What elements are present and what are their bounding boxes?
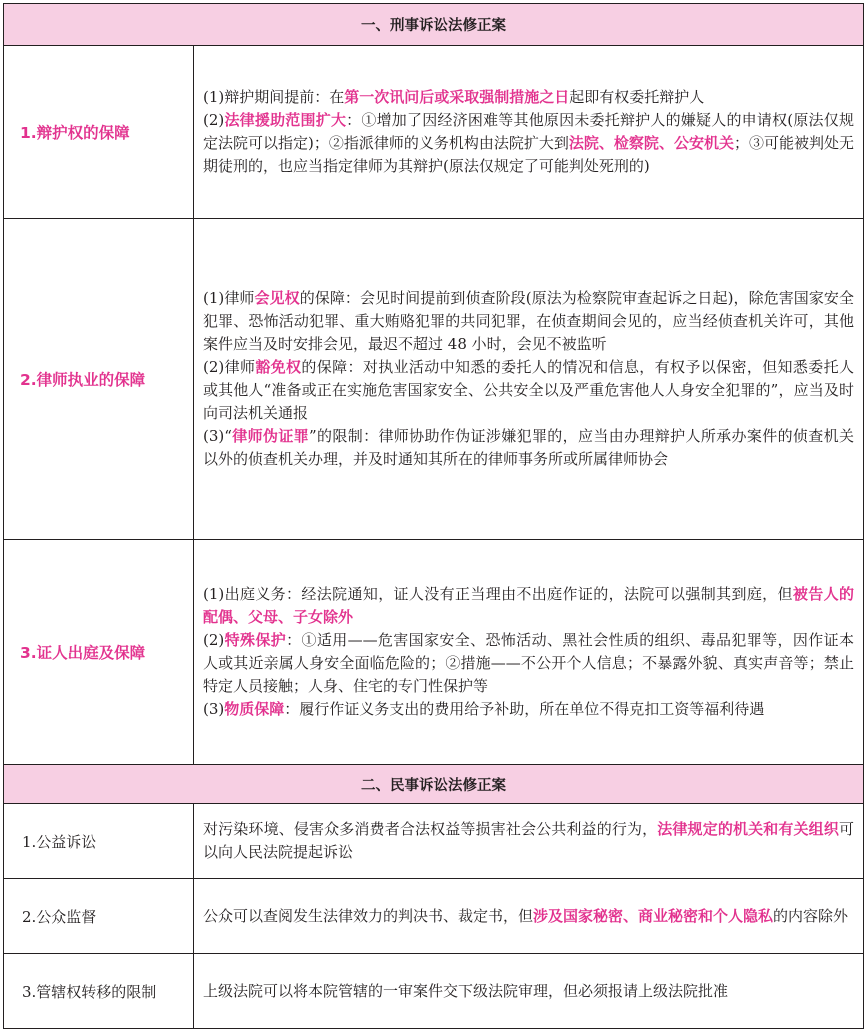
paragraph [203,905,854,928]
amendments-table [3,3,864,1029]
table-row [4,46,864,219]
body-text: 公众可以查阅发生法律效力的判决书、裁定书，但 [203,906,534,925]
paragraph [203,980,854,1003]
table-row [4,804,864,879]
body-text: (1)出庭义务：经法院通知，证人没有正当理由不出庭作证的，法院可以强制其到庭，但 [203,585,793,603]
paragraph [203,109,854,178]
body-text: (2) [203,111,225,129]
body-text: 起即有权委托辩护人 [569,88,705,106]
paragraph [203,629,854,698]
paragraph [203,86,854,109]
highlight-text: 被告人的配偶、父母、子女除外 [203,585,854,626]
body-text: (3) [203,700,225,718]
highlight-text: 会见权 [254,289,300,307]
paragraph [203,583,854,629]
body-text: ；③可能被判处无期徒刑的，也应当指定律师为其辩护(原法仅规定了可能判处死刑的) [203,134,854,175]
row-label: 2.公众监督 [4,879,194,954]
highlight-text: 物质保障 [224,700,285,718]
row-label: 3.管辖权转移的限制 [4,954,194,1029]
row-label: 2.律师执业的保障 [4,219,194,540]
body-text: 可以向人民法院提起诉讼 [203,820,854,861]
body-text: 的保障：会见时间提前到侦查阶段(原法为检察院审查起诉之日起)，除危害国家安全犯罪、恐怖活动犯罪、重大贿赂犯罪的共同犯罪，在侦查期间会见的，应当经侦查机关许可，其他案件应当及时安排会见，最迟不超过 48 小时，会见不被监听 [203,289,854,353]
section-header-row [4,765,864,804]
body-text: (2) [203,631,225,649]
row-label: 1.辩护权的保障 [4,46,194,219]
highlight-text: 法院、检察院、公安机关 [568,134,734,152]
table-row [4,954,864,1029]
body-text: ：①增加了因经济困难等其他原因未委托辩护人的嫌疑人的申请权(原法仅规定法院可以指定)；②指派律师的义务机构由法院扩大到 [203,111,854,152]
row-content [194,540,864,765]
highlight-text: 律师伪证罪 [231,427,310,445]
row-content [194,219,864,540]
body-text: 的保障：对执业活动中知悉的委托人的情况和信息，有权予以保密，但知悉委托人或其他人“准备或正在实施危害国家安全、公共安全以及严重危害他人人身安全犯罪的”，应当及时向司法机关通报 [203,358,854,422]
table-row [4,219,864,540]
body-text: 对污染环境、侵害众多消费者合法权益等损害社会公共利益的行为， [203,820,658,838]
body-text: ：①适用——危害国家安全、恐怖活动、黑社会性质的组织、毒品犯罪等，因作证本人或其近亲属人身安全面临危险的；②措施——不公开个人信息；不暴露外貌、真实声音等；禁止特定人员接触；人身、住宅的专门性保护等 [203,631,854,695]
highlight-text: 涉及国家秘密、商业秘密和个人隐私 [533,906,774,925]
paragraph [203,425,854,471]
body-text: (3)“ [203,427,232,445]
table-row [4,879,864,954]
highlight-text: 特殊保护 [224,631,287,649]
body-text: ：履行作证义务支出的费用给予补助，所在单位不得克扣工资等福利待遇 [284,700,765,718]
highlight-text: 法律援助范围扩大 [224,111,347,129]
paragraph [203,287,854,356]
section-title: 二、民事诉讼法修正案 [4,765,864,804]
body-text: 上级法院可以将本院管辖的一审案件交下级法院审理，但必须报请上级法院批准 [203,981,729,1000]
row-content [194,954,864,1029]
paragraph [203,818,854,864]
highlight-text: 第一次讯问后或采取强制措施之日 [344,88,570,106]
section-header-row [4,4,864,46]
section-title: 一、刑事诉讼法修正案 [4,4,864,46]
body-text: (1)律师 [203,289,255,307]
row-content [194,46,864,219]
body-text: (2)律师 [203,358,256,376]
body-text: ”的限制：律师协助作伪证涉嫌犯罪的，应当由办理辩护人所承办案件的侦查机关以外的侦查机关办理，并及时通知其所在的律师事务所或所属律师协会 [203,427,854,468]
table-row [4,540,864,765]
highlight-text: 豁免权 [255,358,302,376]
paragraph [203,356,854,425]
row-content [194,804,864,879]
body-text: (1)辩护期间提前：在 [203,88,345,106]
row-label: 3.证人出庭及保障 [4,540,194,765]
body-text: 的内容除外 [773,906,849,925]
highlight-text: 法律规定的机关和有关组织 [657,820,839,838]
row-label: 1.公益诉讼 [4,804,194,879]
paragraph [203,698,854,721]
row-content [194,879,864,954]
